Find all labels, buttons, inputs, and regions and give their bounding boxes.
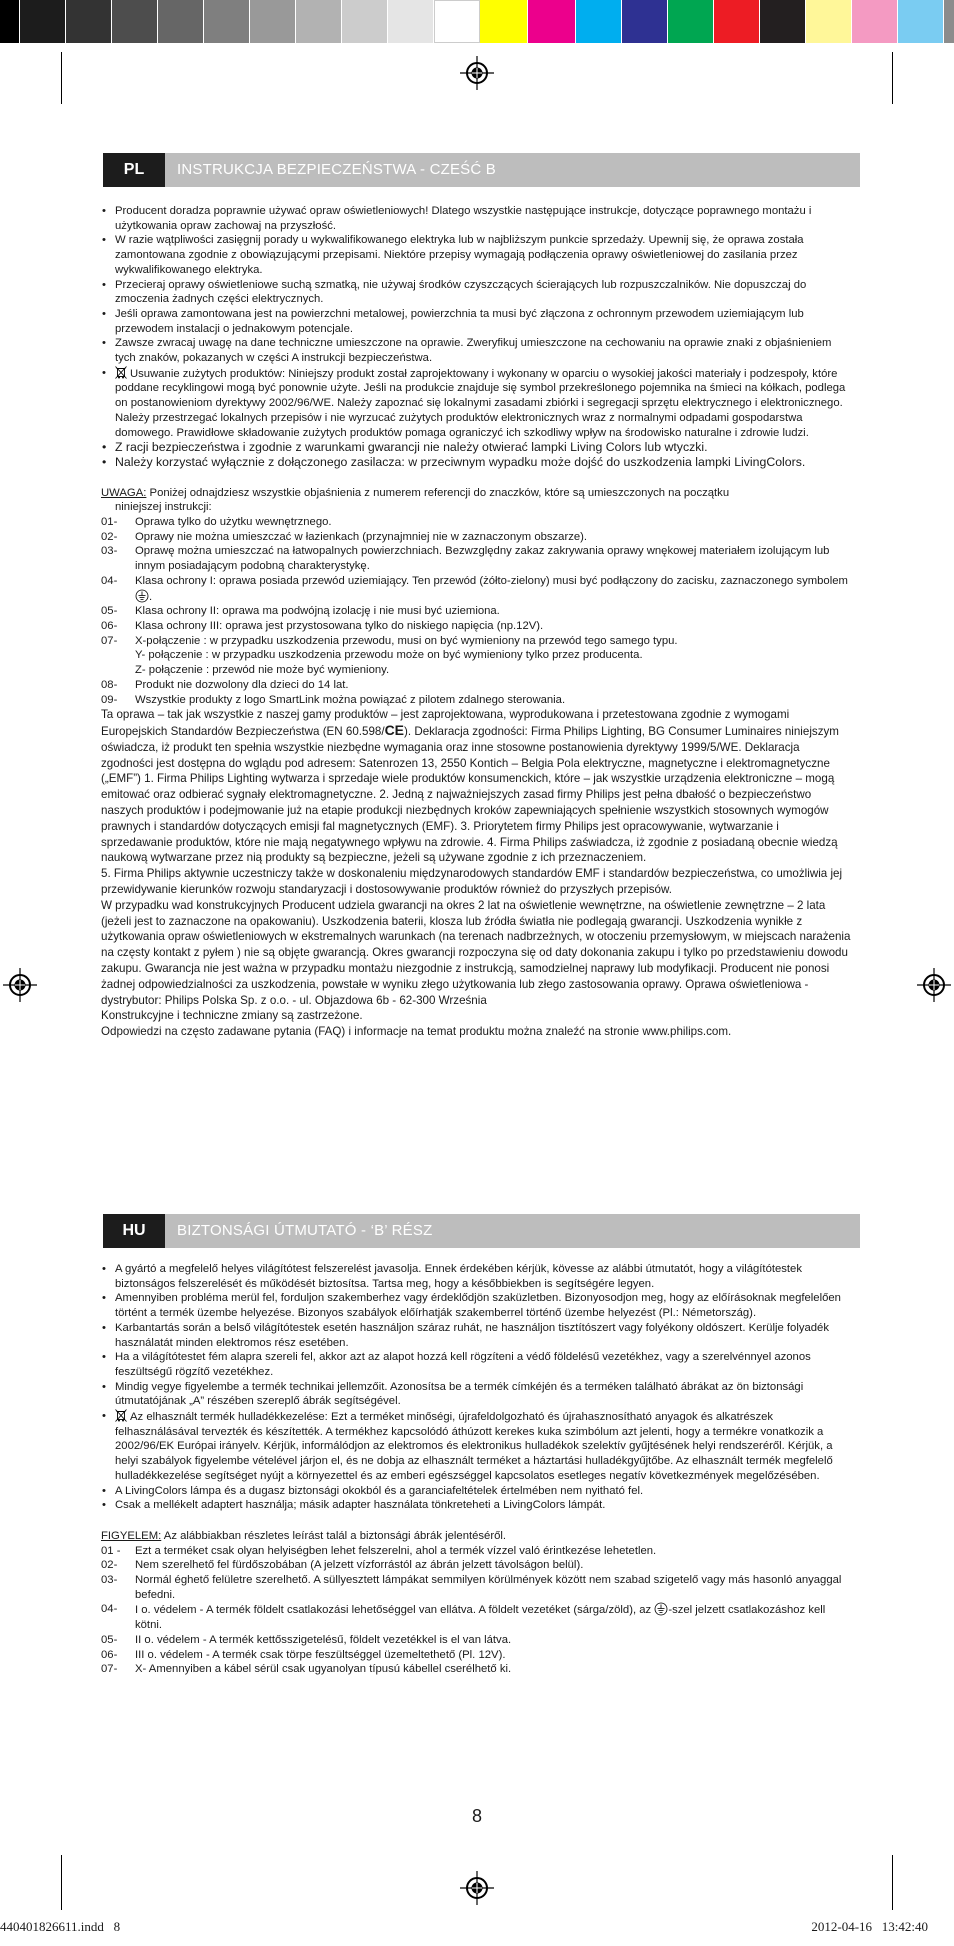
registration-mark-top-icon — [460, 56, 494, 90]
ce-mark-icon: CE — [384, 722, 405, 738]
pl-ref-item: 07- X-połączenie : w przypadku uszkodzenia przewodu, musi on być wymieniony na przewód tego samego typu. — [101, 634, 678, 647]
hu-ref-item: 07- X- Amennyiben a kábel sérül csak ugyanolyan típusú kábellel cserélhető ki. — [101, 1663, 512, 1676]
ground-symbol-icon — [654, 1602, 668, 1616]
color-swatch — [342, 0, 388, 43]
hu-bullet-list — [101, 1262, 853, 1513]
hu-bullet-5: • Mindig vegye figyelembe a termék technikai jellemzőit. Azonosítsa be a termék címkéjén és a terméken található ábrákat az ön biztonsági útmutatójának „A” részében szereplő ábrák segítségével. — [101, 1380, 853, 1409]
pl-note — [101, 486, 853, 501]
hu-language-code: HU — [103, 1214, 165, 1248]
pl-bullet-4: • Jeśli oprawa zamontowana jest na powierzchni metalowej, powierzchnia ta musi być złączona z ochronnym przewodem uziemiającym lub przewodem instalacji o jednakowym potencjale. — [101, 307, 853, 336]
pl-bullet-6: • Z racji bezpieczeństwa i zgodnie z warunkami gwarancji nie należy otwierać lampki Living Colors lub wtyczki. — [101, 440, 853, 455]
pl-ref-item: 05- Klasa ochrony II: oprawa ma podwójną izolację i nie musi być uziemiona. — [101, 605, 500, 618]
pl-ref-item: 09- Wszystkie produkty z logo SmartLink można powiązać z pilotem zdalnego sterowania. — [101, 693, 566, 706]
footer-timestamp: 2012-04-16 13:42:40 — [811, 1919, 928, 1934]
hu-ref-item: 03- Normál éghető felületre szerelhető. A süllyesztett lámpákat semmilyen körülmények között nem szabad szigetelő vagy más hasonló anyaggal befedni. — [101, 1574, 842, 1601]
color-swatch — [760, 0, 806, 43]
pl-section-header — [103, 153, 860, 187]
hu-content — [101, 1262, 853, 1677]
color-swatch — [434, 0, 480, 43]
pl-language-code: PL — [103, 153, 165, 187]
pl-bullet-list — [101, 204, 853, 470]
footer-file-name: 440401826611.indd 8 — [0, 1919, 121, 1934]
pl-bullet-3: • Przecieraj oprawy oświetleniowe suchą szmatką, nie używaj środków czyszczących ścierających lub rozpuszczalników. Nie dopuszczaj do zmoczenia żadnych części elektrycznych. — [101, 278, 853, 307]
color-swatch — [204, 0, 250, 43]
hu-ref-item: 05- II o. védelem - A termék kettősszigetelésű, földelt vezetékkel is el van látva. — [101, 1633, 512, 1646]
crossed-bin-icon — [115, 1409, 127, 1422]
hu-bullet-7: • Csak a mellékelt adaptert használja; másik adapter használata tönkreteheti a LivingColors lámpát. — [101, 1498, 853, 1513]
color-calibration-bar — [0, 0, 954, 43]
ground-symbol-icon — [135, 589, 149, 603]
hu-ref-item: 02- Nem szerelhető fel fürdőszobában (A jelzett vízforrástól az ábrán jelzett távolságon belül). — [101, 1559, 584, 1572]
hu-recycle-text: Az elhasznált termék hulladékkezelése: Ezt a terméket minőségi, újrafeldolgozható és újrahasznosítható anyagok és alkatrészek felhasználásával tervezték és készítették. A termékhez kapcsolódó áthúzott kerekes kuka szimbólum azt jelenti, hogy a termékre vonatkozik a 2002/96/EK Európai irányelv. Kérjük, informálódjon az elektromos és elektronikus hulladékok szelektív gyűjtésének helyi rendszeréről. Kérjük, a helyi szabályok figyelembe vételével járjon el, és ne dobja az elhasznált terméket a háztartási hulladékgyűjtőbe. Az elhasznált termék megfelelő hulladékkezelése segítséget nyújt a környezettel és az emberi egészséggel kapcsolatos esetleges negatív következmények megelőzésében. — [115, 1411, 833, 1482]
hu-reference-list — [101, 1544, 853, 1677]
color-swatch — [944, 0, 954, 43]
pl-declaration: Ta oprawa – tak jak wszystkie z naszej gamy produktów – jest zaprojektowana, wyprodukowana i przetestowana zgodnie z wymogami Europejskich Standardów Bezpieczeństwa (EN 60.598/CE). Deklaracja zgodności: Firma Philips Lighting, BG Consumer Luminaires niniejszym oświadcza, iż produkt ten spełnia wszystkie niezbędne wymagania oraz inne stosowne postanowienia dyrektywy 1999/5/WE. Deklaracja zgodności jest dostępna do wglądu pod adresem: Satenrozen 13, 2550 Kontich – Belgia Pola elektryczne, magnetyczne i elektromagnetyczne („EMF”) 1. Firma Philips Lighting wytwarza i sprzedaje wiele produktów konsumenckich, które – jak wszystkie urządzenia elektroniczne – mogą emitować oraz odbierać sygnały elektromagnetyczne. 2. Jedną z najważniejszych zasad firmy Philips jest pełna dbałość o bezpieczeństwo naszych produktów i podejmowanie już na etapie produkcji niezbędnych kroków zapewniających spełnienie wszystkich stosownych wymogów prawnych i standardów dotyczących emisji fal magnetycznych (EMF). 3. Priorytetem firmy Philips jest opracowywanie, wytwarzanie i sprzedawanie produktów, które nie mają negatywnego wpływu na zdrowie. 4. Firma Philips zaświadcza, iż zgodnie z posiadaną obecnie wiedzą naukową wytwarzane przez nią produkty są bezpieczne, jeżeli są używane zgodnie z ich przeznaczeniem. — [101, 708, 839, 865]
hu-section-title: BIZTONSÁGI ÚTMUTATÓ - ‘B’ RÉSZ — [177, 1222, 433, 1239]
color-swatch — [20, 0, 66, 43]
crop-mark-top-left — [61, 52, 62, 104]
hu-ref-item: 01 - Ezt a terméket csak olyan helyiségben lehet felszerelni, ahol a termék vízzel való érintkezése lehetetlen. — [101, 1544, 657, 1557]
hu-note — [101, 1529, 853, 1544]
crop-mark-bottom-right — [892, 1855, 893, 1910]
registration-mark-bottom-icon — [460, 1871, 494, 1905]
pl-bullet-7: • Należy korzystać wyłącznie z dołączonego zasilacza: w przeciwnym wypadku może dojść do uszkodzenia lampki LivingColors. — [101, 455, 853, 470]
pl-ref-item: Z- połączenie : przewód nie może być wymieniony. — [135, 664, 390, 677]
pl-recycle-text: Usuwanie zużytych produktów: Niniejszy produkt został zaprojektowany i wykonany w oparciu o wysokiej jakości materiały i podzespoły, które poddane recyklingowi mogą być ponownie użyte. Jeśli na produkcie znajduje się symbol przekreślonego pojemnika na śmieci na kółkach, podlega on postanowieniom dyrektywy 2002/96/WE. Należy zapoznać się lokalnymi zasadami zbiórki i segregacji sprzętu elektrycznego i elektronicznego. Należy przestrzegać lokalnych przepisów i nie wyrzucać zużytych produktów elektronicznych wraz z normalnymi odpadami gospodarstwa domowego. Prawidłowe składowanie zużytych produktów pomaga ograniczyć ich szkodliwy wpływ na środowisko naturalne i zdrowie ludzi. — [115, 367, 846, 439]
color-swatch — [714, 0, 760, 43]
pl-ref-item: 01- Oprawa tylko do użytku wewnętrznego. — [101, 516, 332, 529]
pl-bullet-1: • Producent doradza poprawnie używać opraw oświetleniowych! Dlatego wszystkie następujące instrukcje, dotyczące poprawnego montażu i użytkowania opraw zachowaj na przyszłość. — [101, 204, 853, 233]
pl-bullet-2: • W razie wątpliwości zasięgnij porady u wykwalifikowanego elektryka lub w najbliższym punkcie sprzedaży. Upewnij się, że oprawa została zamontowana zgodnie z obowiązującymi przepisami. Niektóre przepisy wymagają podłączenia oprawy oświetleniowej do zasilania przez wykwalifikowanego elektryka. — [101, 233, 853, 277]
color-swatch — [668, 0, 714, 43]
hu-ref-item: 04- I o. védelem - A termék földelt csatlakozási lehetőséggel van ellátva. A földelt vezetéket (sárga/zöld), az -szel jelzett csatlakozáshoz kell kötni. — [101, 1603, 826, 1632]
color-swatch — [112, 0, 158, 43]
pl-note-text: Poniżej odnajdziesz wszystkie objaśnienia z numerem referencji do znaczków, które są umieszczonych na początku — [146, 486, 730, 499]
hu-section-header — [103, 1214, 860, 1248]
pl-emf-statement: 5. Firma Philips aktywnie uczestniczy także w doskonaleniu międzynarodowych standardów EMF i standardów bezpieczeństwa, co umożliwia jej przewidywanie kierunków rozwoju standaryzacji i dostosowywanie produktów również do przyszłych przepisów. — [101, 867, 843, 896]
hu-bullet-recycle — [101, 1409, 853, 1484]
pl-ref-item: 04- Klasa ochrony I: oprawa posiada przewód uziemiający. Ten przewód (żółto-zielony) musi być podłączony do zacisku, zaznaczonego symbolem . — [101, 574, 848, 603]
pl-note-continued: niniejszej instrukcji: — [115, 501, 212, 514]
pl-content — [101, 204, 853, 1040]
registration-mark-left-icon — [3, 968, 37, 1002]
color-swatch — [622, 0, 668, 43]
hu-note-text: Az alábbiakban részletes leírást talál a biztonsági ábrák jelentéséről. — [161, 1529, 507, 1542]
pl-ref-item: 08- Produkt nie dozwolony dla dzieci do 14 lat. — [101, 678, 349, 691]
hu-bullet-3: • Karbantartás során a belső világítótestek esetén használjon száraz ruhát, ne használjon tisztítószert vagy folyékony oldószert. Kerülje folyadék használatát minden elektromos rész esetében. — [101, 1321, 853, 1350]
color-swatch — [158, 0, 204, 43]
color-swatch — [806, 0, 852, 43]
pl-ref-item: 03- Oprawę można umieszczać na łatwopalnych powierzchniach. Bezwzględny zakaz zakrywania oprawy wnękowej materiałem izolującym lub innym posiadającym podobną charakterystykę. — [101, 545, 830, 573]
pl-bullet-5: • Zawsze zwracaj uwagę na dane techniczne umieszczone na oprawie. Zweryfikuj umieszczone na cechowaniu na oprawie znaki z objaśnieniem tych znaków, pokazanych w części A instrukcji bezpieczeństwa. — [101, 336, 853, 365]
pl-note-label: UWAGA: — [101, 486, 147, 499]
hu-ref-item: 06- III o. védelem - A termék csak törpe feszültséggel üzemeltethető (Pl. 12V). — [101, 1648, 506, 1661]
color-swatch — [480, 0, 528, 43]
color-swatch — [66, 0, 112, 43]
color-swatch — [898, 0, 944, 43]
color-swatch — [0, 0, 20, 43]
registration-mark-right-icon — [917, 968, 951, 1002]
page-number: 8 — [471, 1806, 482, 1826]
pl-ref-item: 02- Oprawy nie można umieszczać w łazienkach (przynajmniej nie w zaznaczonym obszarze). — [101, 530, 588, 543]
pl-section-title: INSTRUKCJA BEZPIECZEŃSTWA - CZEŚĆ B — [177, 161, 496, 178]
color-swatch — [388, 0, 434, 43]
hu-bullet-2: • Amennyiben probléma merül fel, forduljon szakemberhez vagy érdeklődjön szaküzletben. Bizonyosodjon meg, hogy az előírásoknak megfelelően történt a termék üzembe helyezése. Bizonyos szabályok előírhatják szakemberrel történő üzembe helyezést (Pl.: Németország). — [101, 1291, 853, 1320]
pl-ref-item: Y- połączenie : w przypadku uszkodzenia przewodu może on być wymieniony tylko przez producenta. — [135, 649, 643, 662]
crossed-bin-icon — [115, 366, 127, 379]
pl-reference-list — [101, 515, 853, 707]
pl-bullet-recycle — [101, 366, 853, 441]
crop-mark-bottom-left — [61, 1855, 62, 1910]
hu-bullet-4: • Ha a világítótestet fém alapra szereli fel, akkor azt az alapot hozzá kell rögzíteni a védő földelésű vezetékhez, vagy a szerelvénnyel azonos feszültségű rögzítő vezetékhez. — [101, 1350, 853, 1379]
color-swatch — [576, 0, 622, 43]
color-swatch — [528, 0, 576, 43]
pl-ref-item: 06- Klasa ochrony III: oprawa jest przystosowana tylko do niskiego napięcia (np.12V). — [101, 619, 544, 632]
hu-bullet-1: • A gyártó a megfelelő helyes világítótest felszerelést javasolja. Ennek érdekében kérjük, kövesse az alábbi útmutatót, hogy a világítótestek biztonságos felszerelését és működését biztosítsa. Tartsa meg, hogy a későbbiekben is segítségére legyen. — [101, 1262, 853, 1291]
pl-warranty: W przypadku wad konstrukcyjnych Producent udziela gwarancji na okres 2 lat na oświetlenie wewnętrzne, na oświetlenie zewnętrzne – 2 lata (jeżeli jest to zaznaczone na opakowaniu). Uszkodzenia baterii, klosza lub źródła światła nie podlegają gwarancji. Uszkodzenia wynikłe z użytkowania opraw oświetleniowych w ekstremalnych warunkach (na terenach nadbrzeżnych, w otoczeniu przemysłowym, w miejscach narażenia na częsty kontakt z pyłem ) nie są objęte gwarancją. Okres gwarancji rozpoczyna się od daty dokonania zakupu i tylko po przedstawieniu dowodu zakupu. Gwarancja nie jest ważna w przypadku montażu niezgodnie z instrukcją, samodzielnej naprawy lub modyfikacji. Producent nie ponosi żadnej odpowiedzialności za uszkodzenia, powstałe w wyniku złego użytkowania lub złego zastosowania oprawy. Oprawa oświetleniowa - dystrybutor: Philips Polska Sp. z o.o. - ul. Objazdowa 6b - 62-300 Września — [101, 898, 851, 1007]
crop-mark-top-right — [892, 52, 893, 104]
hu-bullet-6: • A LivingColors lámpa és a dugasz biztonsági okokból és a garanciafeltételek értelmében nem nyitható fel. — [101, 1484, 853, 1499]
color-swatch — [250, 0, 296, 43]
hu-note-label: FIGYELEM: — [101, 1529, 162, 1542]
color-swatch — [852, 0, 898, 43]
pl-faq-note: Odpowiedzi na często zadawane pytania (FAQ) i informacje na temat produktu można znaleźć na stronie www.philips.com. — [101, 1025, 732, 1039]
color-swatch — [296, 0, 342, 43]
pl-changes-note: Konstrukcyjne i techniczne zmiany są zastrzeżone. — [101, 1009, 363, 1023]
